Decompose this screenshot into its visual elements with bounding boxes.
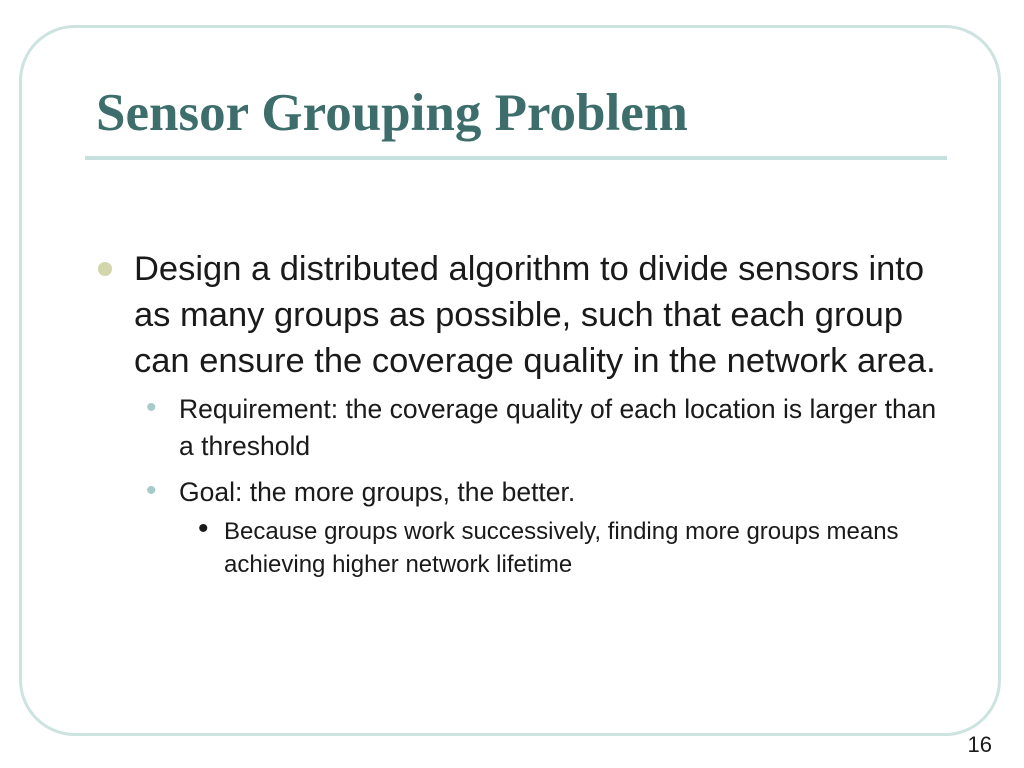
bullet-level2-text: Goal: the more groups, the better. [179, 477, 576, 507]
bullet-level3-item [198, 512, 954, 581]
page-number: 16 [967, 732, 992, 757]
bullet-level1-item [134, 246, 964, 384]
dot-bullet-icon: • [146, 391, 157, 424]
bullet-level2-text: Requirement: the coverage quality of each location is larger than a threshold [179, 394, 937, 461]
dot-bullet-icon: • [146, 474, 157, 507]
bullet-level2-item [146, 474, 939, 511]
bullet-level1-text: Design a distributed algorithm to divide sensors into as many groups as possible, such that each group can ensure the coverage quality in the network area. [134, 250, 936, 380]
circle-bullet-icon [98, 262, 112, 276]
bullet-level3-text: Because groups work successively, finding more groups means achieving higher network lifetime [224, 518, 899, 578]
bullet-level2-item [146, 391, 939, 465]
title-underline [85, 156, 947, 160]
slide-title: Sensor Grouping Problem [96, 84, 688, 142]
slide-body [0, 246, 1024, 581]
dot-bullet-icon: • [198, 512, 209, 545]
